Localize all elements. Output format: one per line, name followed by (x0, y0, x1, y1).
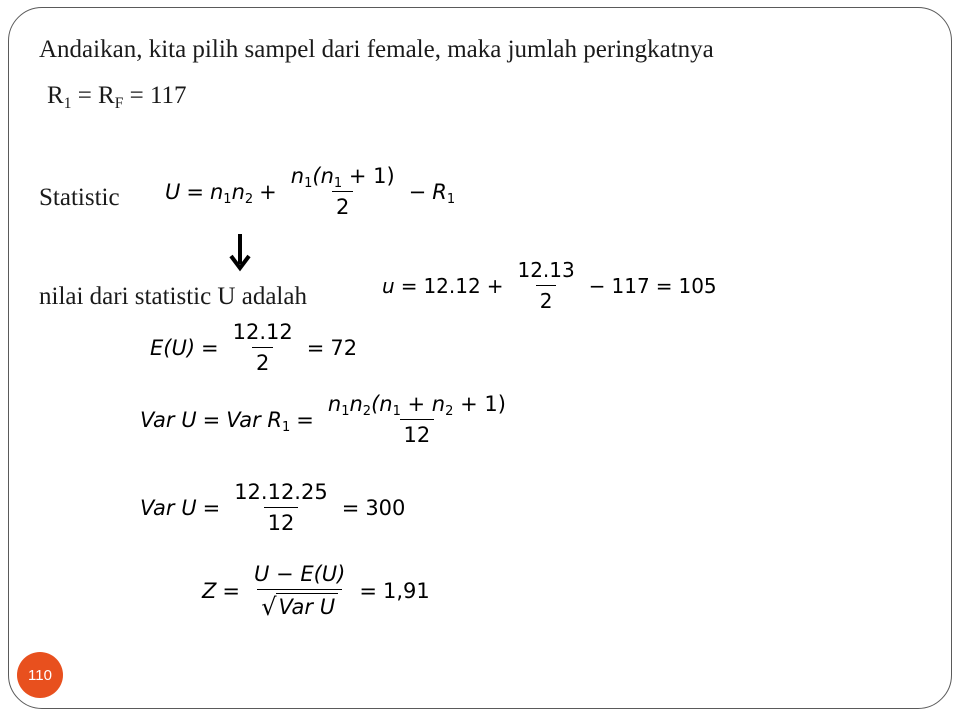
u-def-n1: n (209, 179, 224, 204)
u-value-den: 2 (536, 285, 557, 313)
variance-def-num-c-sub: 1 (392, 404, 401, 420)
variance-def-num-d: + n (400, 392, 446, 416)
u-def-num-n: n (290, 164, 305, 188)
u-value-fraction (513, 258, 578, 313)
variance-def-lhs: Var U (140, 407, 197, 432)
variance-def-num-a-sub: 1 (341, 404, 350, 420)
z-result: 1,91 (382, 579, 430, 603)
z-formula: Z = U − E(U) √ Var U = 1,91 (202, 562, 430, 621)
expectation-fraction (229, 320, 297, 375)
variance-def-num-b: n (349, 392, 363, 416)
u-definition-formula: U = $n_1n_2$ + $\frac{n_1(n_1 + 1)}{2}$ − $R_1$ (165, 164, 456, 219)
variance-def-num-c: (n (371, 392, 393, 416)
variance-def-num-d-sub: 2 (445, 404, 454, 420)
intro-text: Andaikan, kita pilih sampel dari female, maka jumlah peringkatnya (39, 36, 714, 63)
u-def-num-sub: 1 (304, 176, 313, 192)
variance-def-mid-sub: 1 (281, 419, 291, 435)
sqrt-icon: √ Var U (261, 593, 338, 619)
variance-value-result: 300 (365, 495, 406, 520)
rank-mid: R (98, 82, 115, 109)
variance-def-mid: Var R (226, 407, 282, 432)
expectation-num: 12.12 (232, 320, 293, 344)
variance-def-num-e: + 1) (453, 392, 506, 416)
u-def-lhs: U (165, 179, 181, 204)
variance-value-den: 12 (264, 507, 299, 535)
rank-lhs-sub: 1 (63, 94, 72, 112)
variance-value-num: 12.12.25 (234, 480, 328, 504)
u-def-den: 2 (332, 191, 353, 219)
variance-value-lhs: Var U (140, 495, 197, 520)
z-den: Var U (276, 593, 339, 619)
variance-def-den: 12 (400, 419, 435, 447)
u-value-term: 12.12 (423, 273, 481, 298)
variance-value-fraction (230, 480, 332, 535)
u-def-r-sub: 1 (446, 191, 456, 207)
down-arrow-icon (228, 232, 252, 272)
variance-value-formula: Var U = $\frac{12.12.25}{12}$ = 300 (140, 480, 406, 535)
u-value-minus: 117 (611, 273, 650, 298)
u-def-r: R (432, 179, 447, 204)
z-fraction (250, 562, 349, 620)
u-value-lhs: u (382, 273, 395, 298)
u-def-num-paren-sub: 1 (333, 176, 343, 192)
u-value-formula: u = 12.12 + $\frac{12.13}{2}$ − 117 = 105 (382, 258, 717, 313)
rank-lhs: R (47, 82, 64, 109)
expectation-lhs: E(U) (150, 335, 196, 360)
variance-definition-formula: Var U = Var $R_1$ = $\frac{n_1n_2(n_1 + n_2 + 1)}{12}$ (140, 392, 514, 447)
u-def-num-paren: (n (312, 164, 334, 188)
u-def-num-tail: + 1) (342, 164, 395, 188)
expectation-formula: E(U) = $\frac{12.12}{2}$ = 72 (150, 320, 358, 375)
u-value-result: 105 (678, 273, 717, 298)
statistic-label: Statistic (39, 184, 120, 211)
z-num: U − E(U) (254, 562, 346, 586)
u-value-num: 12.13 (517, 258, 575, 282)
u-def-sub1: 1 (223, 191, 232, 207)
z-lhs: Z (202, 579, 217, 603)
rank-value: 117 (149, 82, 187, 109)
rank-sum-line: $R_1 = R_F = 117$ (47, 82, 187, 112)
expectation-result: 72 (330, 335, 358, 360)
page-number-badge: 110 (17, 652, 63, 698)
variance-def-fraction (324, 392, 510, 447)
value-label: nilai dari statistic U adalah (39, 283, 307, 310)
u-def-n2: n (231, 179, 245, 204)
u-def-fraction (287, 164, 399, 219)
variance-def-num-b-sub: 2 (362, 404, 372, 420)
variance-def-num-a: n (327, 392, 342, 416)
rank-mid-sub: F (114, 94, 124, 112)
u-def-sub2: 2 (244, 191, 254, 207)
expectation-den: 2 (252, 347, 273, 375)
